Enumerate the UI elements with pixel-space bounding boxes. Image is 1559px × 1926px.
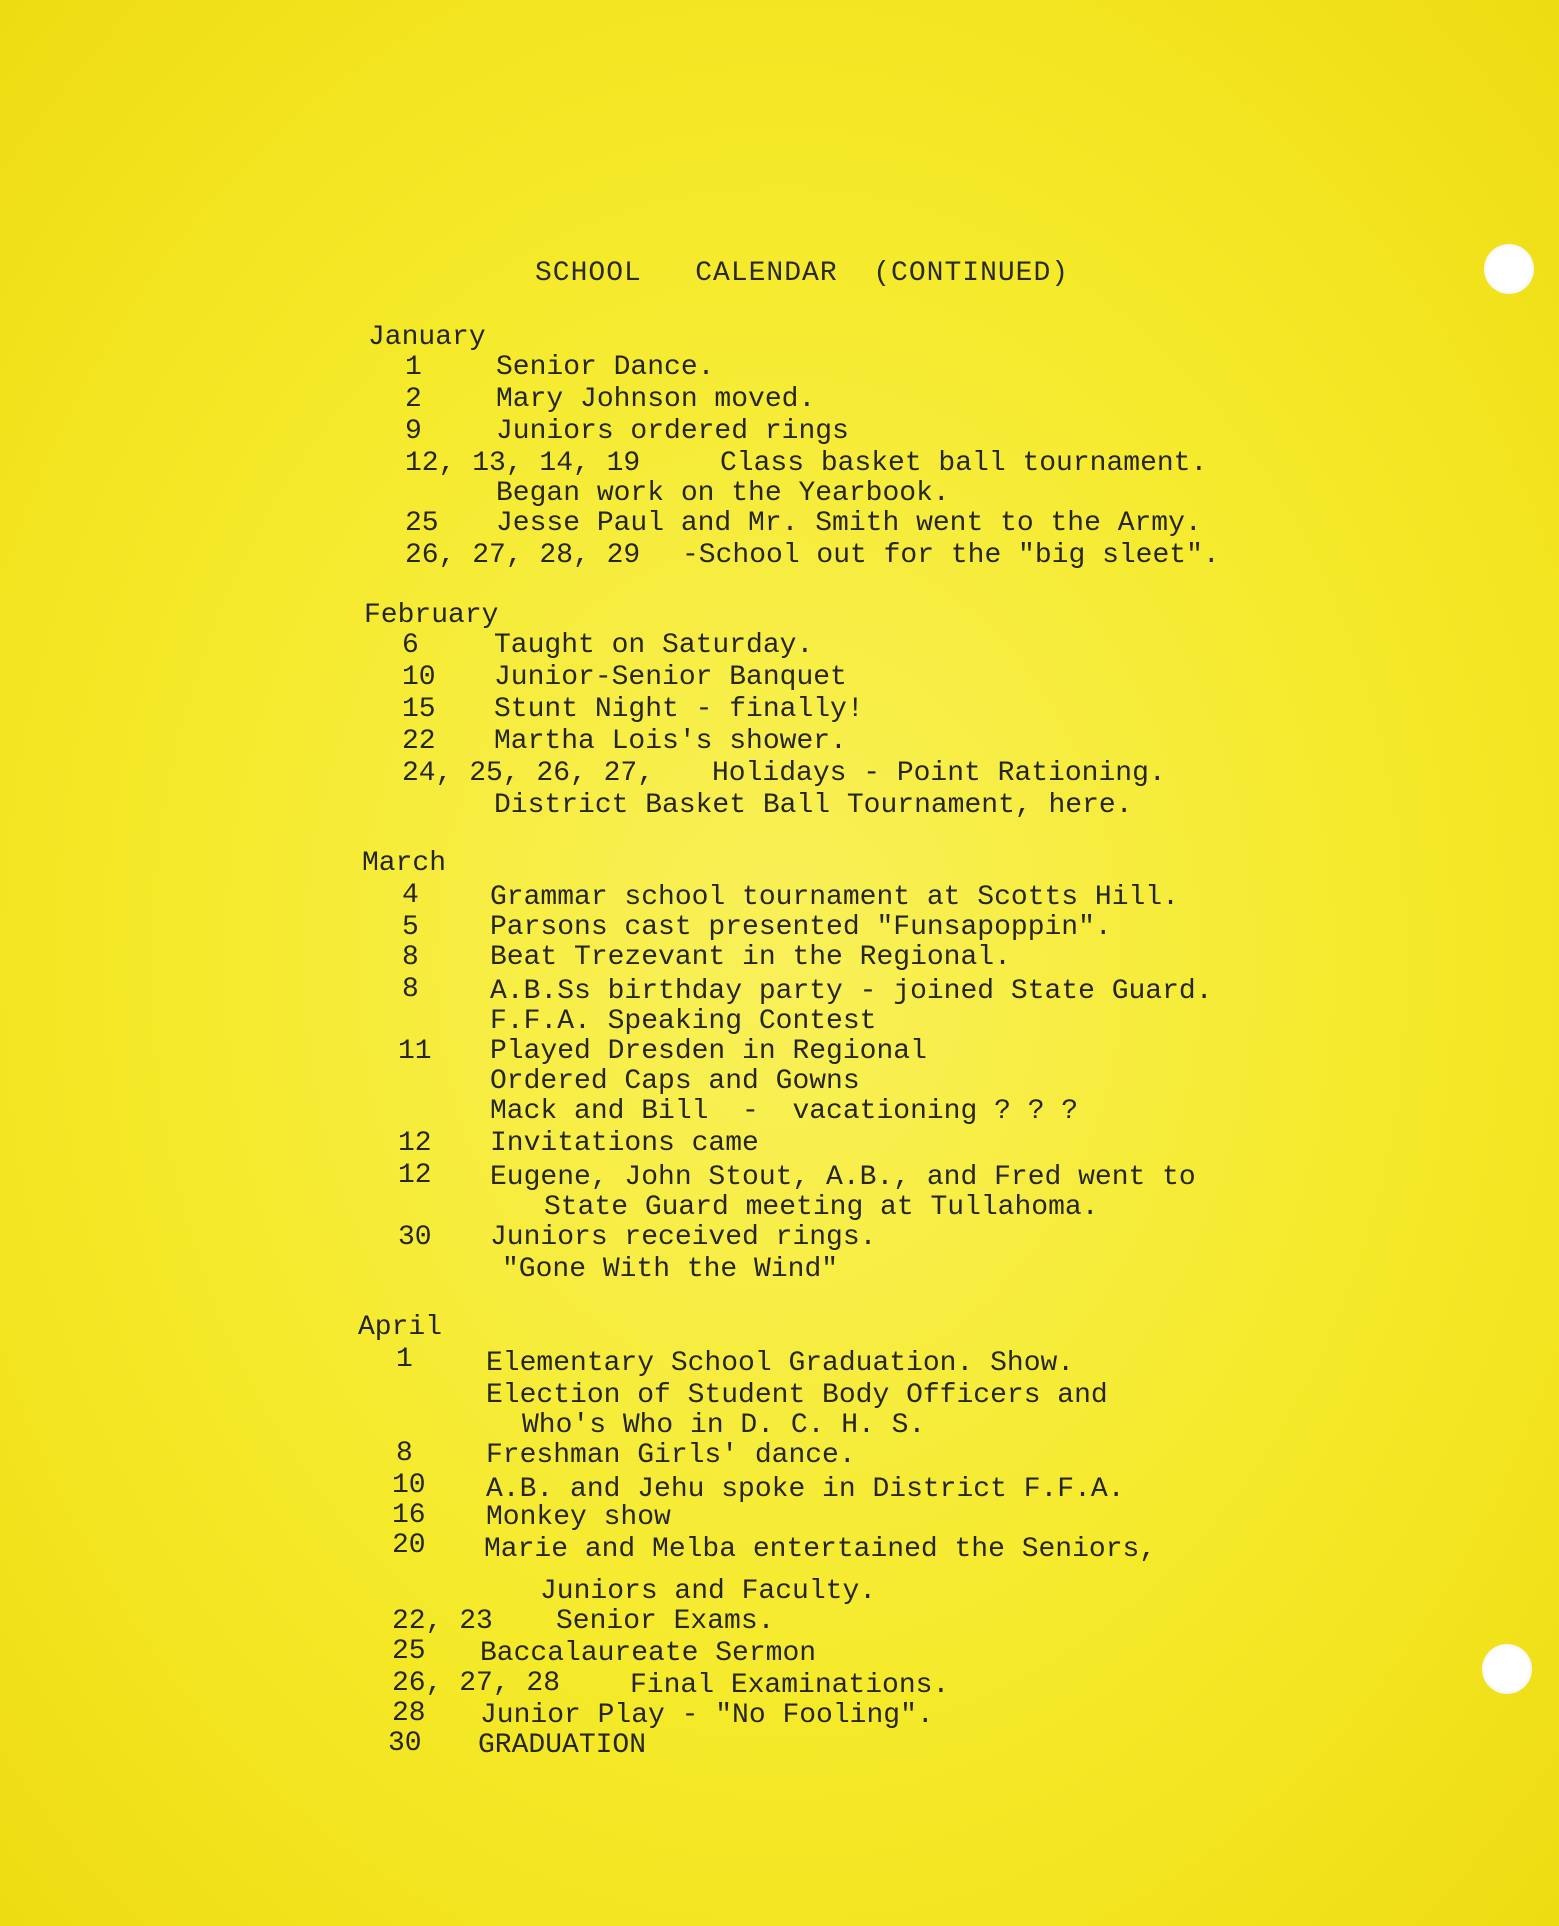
entry-date: 1	[396, 1344, 413, 1375]
entry-date: 16	[392, 1500, 426, 1531]
entry-text: Martha Lois's shower.	[494, 726, 847, 757]
entry-text: Marie and Melba entertained the Seniors,	[484, 1534, 1157, 1565]
entry-text: Juniors received rings.	[490, 1222, 877, 1253]
entry-text: Class basket ball tournament.	[720, 448, 1208, 479]
entry-text: Eugene, John Stout, A.B., and Fred went to	[490, 1162, 1196, 1193]
entry-text: Jesse Paul and Mr. Smith went to the Army.	[496, 508, 1202, 539]
punch-hole-top	[1484, 244, 1534, 294]
entry-date: 20	[392, 1530, 426, 1561]
punch-hole-bottom	[1482, 1644, 1532, 1694]
entry-date: 12	[398, 1160, 432, 1191]
entry-text: District Basket Ball Tournament, here.	[494, 790, 1133, 821]
entry-date: 25	[405, 508, 439, 539]
month-heading-april: April	[358, 1312, 443, 1343]
entry-date: 8	[402, 974, 419, 1005]
entry-date: 12, 13, 14, 19	[405, 448, 641, 479]
entry-text: Senior Exams.	[556, 1606, 775, 1637]
entry-date: 26, 27, 28	[392, 1668, 561, 1699]
entry-date: 25	[392, 1636, 426, 1667]
entry-text: Played Dresden in Regional	[490, 1036, 927, 1067]
entry-date: 8	[396, 1438, 413, 1469]
entry-date: 8	[402, 942, 419, 973]
entry-text: Monkey show	[486, 1502, 671, 1533]
entry-text: Baccalaureate Sermon	[480, 1638, 817, 1669]
entry-text: Ordered Caps and Gowns	[490, 1066, 860, 1097]
entry-date: 28	[392, 1698, 426, 1729]
entry-text: Holidays - Point Rationing.	[712, 758, 1166, 789]
entry-date: 26, 27, 28, 29	[405, 540, 641, 571]
entry-date: 11	[398, 1036, 432, 1067]
entry-text: Junior Play - "No Fooling".	[480, 1700, 934, 1731]
entry-date: 12	[398, 1128, 432, 1159]
entry-text: Parsons cast presented "Funsapoppin".	[490, 912, 1112, 943]
entry-text: Mary Johnson moved.	[496, 384, 816, 415]
entry-text: A.B.Ss birthday party - joined State Guard.	[490, 976, 1213, 1007]
entry-text: Who's Who in D. C. H. S.	[522, 1410, 926, 1441]
entry-text: -School out for the "big sleet".	[682, 540, 1220, 571]
entry-text: Stunt Night - finally!	[494, 694, 864, 725]
entry-text: Juniors and Faculty.	[540, 1576, 877, 1607]
entry-text: Election of Student Body Officers and	[486, 1380, 1108, 1411]
month-heading-february: February	[364, 600, 499, 631]
entry-text: Beat Trezevant in the Regional.	[490, 942, 1011, 973]
entry-text: Juniors ordered rings	[496, 416, 849, 447]
entry-text: Junior-Senior Banquet	[494, 662, 847, 693]
entry-text: State Guard meeting at Tullahoma.	[544, 1192, 1099, 1223]
entry-date: 22	[402, 726, 436, 757]
entry-date: 9	[405, 416, 422, 447]
entry-date: 4	[402, 880, 419, 911]
entry-text: "Gone With the Wind"	[502, 1254, 839, 1285]
entry-text: Grammar school tournament at Scotts Hill.	[490, 882, 1179, 913]
entry-text: GRADUATION	[478, 1730, 647, 1761]
entry-date: 22, 23	[392, 1606, 493, 1637]
entry-date: 15	[402, 694, 436, 725]
entry-text: Mack and Bill - vacationing ? ? ?	[490, 1096, 1079, 1127]
entry-date: 30	[388, 1728, 422, 1759]
entry-date: 30	[398, 1222, 432, 1253]
page-title: SCHOOL CALENDAR (CONTINUED)	[535, 258, 1070, 289]
entry-date: 6	[402, 630, 419, 661]
entry-text: Freshman Girls' dance.	[486, 1440, 856, 1471]
entry-text: A.B. and Jehu spoke in District F.F.A.	[486, 1474, 1125, 1505]
entry-text: Senior Dance.	[496, 352, 715, 383]
entry-date: 1	[405, 352, 422, 383]
entry-text: Began work on the Yearbook.	[496, 478, 950, 509]
entry-date: 2	[405, 384, 422, 415]
entry-text: Final Examinations.	[630, 1670, 950, 1701]
entry-date: 5	[402, 912, 419, 943]
entry-text: Taught on Saturday.	[494, 630, 814, 661]
entry-date: 24, 25, 26, 27,	[402, 758, 655, 789]
entry-text: Elementary School Graduation. Show.	[486, 1348, 1075, 1379]
month-heading-march: March	[362, 848, 447, 879]
entry-text: F.F.A. Speaking Contest	[490, 1006, 877, 1037]
entry-date: 10	[402, 662, 436, 693]
entry-text: Invitations came	[490, 1128, 759, 1159]
month-heading-january: January	[368, 322, 486, 353]
entry-date: 10	[392, 1470, 426, 1501]
